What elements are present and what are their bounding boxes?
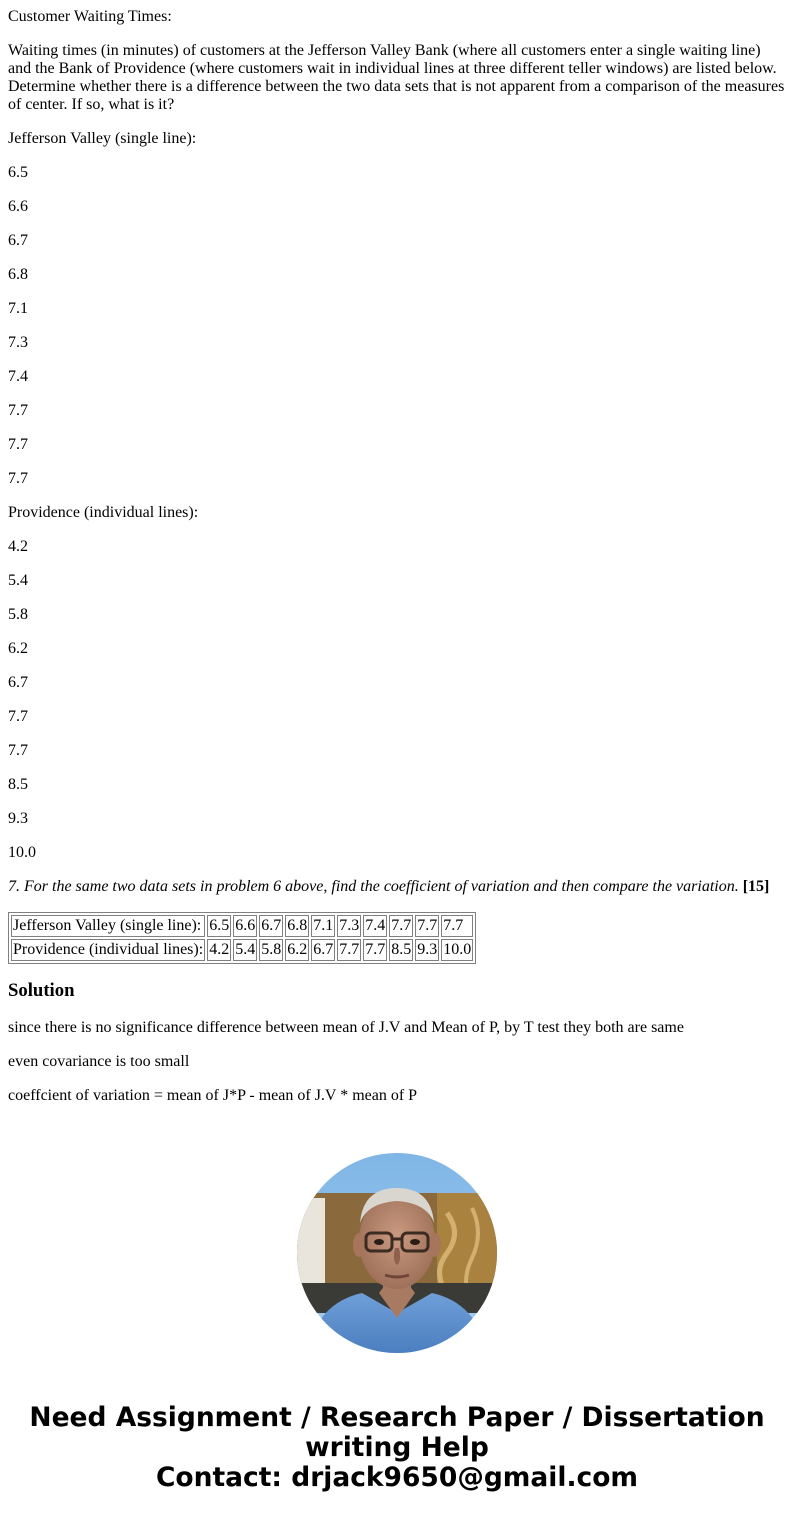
banner-contact: Contact: drjack9650@gmail.com: [155, 1462, 639, 1493]
table-cell: 6.6: [233, 915, 257, 937]
jefferson-heading: Jefferson Valley (single line):: [8, 130, 197, 147]
providence-value: 5.8: [8, 606, 28, 623]
providence-value: 6.2: [8, 640, 28, 657]
jefferson-value: 7.4: [8, 368, 28, 385]
providence-heading: Providence (individual lines):: [8, 504, 199, 521]
avatar-photo: [297, 1153, 497, 1353]
table-cell: 10.0: [441, 939, 473, 961]
table-row: [11, 915, 473, 937]
table-cell: 5.8: [259, 939, 283, 961]
jefferson-value: 7.7: [8, 436, 28, 453]
table-cell: 7.4: [363, 915, 387, 937]
jefferson-value: 7.3: [8, 334, 28, 351]
question-seven-points: [15]: [742, 878, 770, 895]
table-cell: 7.1: [311, 915, 335, 937]
providence-value: 5.4: [8, 572, 28, 589]
question-seven-text: 7. For the same two data sets in problem 6 above, find the coefficient of variation and then compare the variation.: [8, 878, 739, 895]
banner-line: writing Help: [305, 1432, 489, 1463]
providence-value: 9.3: [8, 810, 28, 827]
providence-value: 7.7: [8, 708, 28, 725]
jefferson-value: 6.6: [8, 198, 28, 215]
data-table: [8, 912, 476, 964]
solution-line: even covariance is too small: [8, 1053, 190, 1070]
table-cell: 9.3: [415, 939, 439, 961]
providence-value: 7.7: [8, 742, 28, 759]
providence-value: 10.0: [8, 844, 36, 861]
table-cell: 8.5: [389, 939, 413, 961]
jefferson-value: 7.7: [8, 470, 28, 487]
table-cell: 7.7: [441, 915, 473, 937]
table-cell: 7.7: [337, 939, 361, 961]
page-title: Customer Waiting Times:: [8, 8, 172, 25]
providence-value: 8.5: [8, 776, 28, 793]
table-cell: 7.7: [415, 915, 439, 937]
promo-banner: [0, 1403, 794, 1493]
table-cell: 7.3: [337, 915, 361, 937]
table-cell: 7.7: [363, 939, 387, 961]
jefferson-value: 7.1: [8, 300, 28, 317]
solution-line: since there is no significance difference between mean of J.V and Mean of P, by T test they both are same: [8, 1019, 684, 1036]
jefferson-value: 7.7: [8, 402, 28, 419]
providence-value: 6.7: [8, 674, 28, 691]
table-cell: 6.5: [207, 915, 231, 937]
table-cell: 7.7: [389, 915, 413, 937]
providence-value: 4.2: [8, 538, 28, 555]
table-row: [11, 939, 473, 961]
solution-line: coeffcient of variation = mean of J*P - mean of J.V * mean of P: [8, 1087, 418, 1104]
table-cell: 6.2: [285, 939, 309, 961]
jefferson-value: 6.8: [8, 266, 28, 283]
table-cell: 6.8: [285, 915, 309, 937]
banner-line: Need Assignment / Research Paper / Dissertation: [29, 1402, 765, 1433]
table-cell: 5.4: [233, 939, 257, 961]
table-row-label: Jefferson Valley (single line):: [11, 915, 205, 937]
table-row-label: Providence (individual lines):: [11, 939, 205, 961]
jefferson-value: 6.7: [8, 232, 28, 249]
question-seven: [8, 878, 769, 896]
table-cell: 6.7: [311, 939, 335, 961]
jefferson-value: 6.5: [8, 164, 28, 181]
solution-heading: Solution: [8, 980, 75, 1001]
table-cell: 6.7: [259, 915, 283, 937]
table-cell: 4.2: [207, 939, 231, 961]
problem-statement: Waiting times (in minutes) of customers at the Jefferson Valley Bank (where all customers enter a single waiting line) and the Bank of Providence (where customers wait in individual lines at three different teller windows) are listed below. Determine whether there is a difference between the two data sets that is not apparent from a comparison of the measures of center. If so, what is it?: [8, 42, 785, 113]
author-avatar: [297, 1153, 497, 1353]
